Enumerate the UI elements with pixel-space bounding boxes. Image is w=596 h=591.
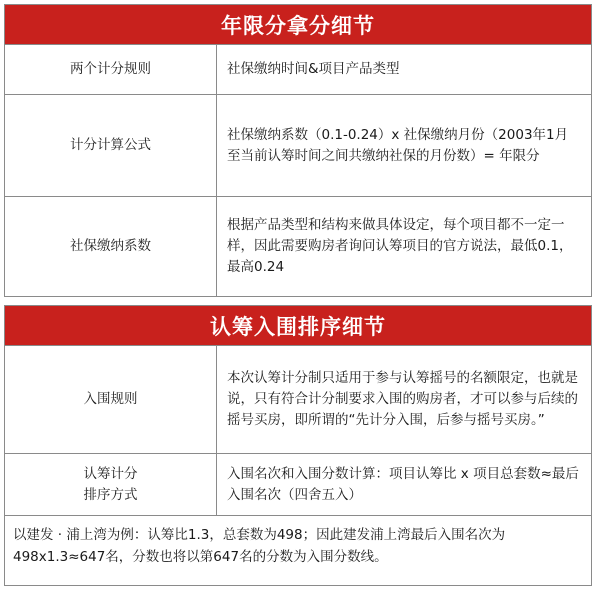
example-note: 以建发 · 浦上湾为例：认筹比1.3，总套数为498；因此建发浦上湾最后入围名次为498x1.3≈647名，分数也将以第647名的分数为入围分数线。 xyxy=(13,527,506,565)
row-label: 社保缴纳系数 xyxy=(5,197,217,296)
row-value: 社保缴纳时间&项目产品类型 xyxy=(227,61,400,77)
row-value: 本次认筹计分制只适用于参与认筹摇号的名额限定，也就是说，只有符合计分制要求入围的购房者，才可以参与后续的摇号买房，即所谓的“先计分入围，后参与摇号买房。” xyxy=(227,370,578,428)
table-row xyxy=(5,454,591,516)
table-row xyxy=(5,45,591,95)
row-label: 认筹计分 排序方式 xyxy=(5,454,217,515)
row-label: 入围规则 xyxy=(5,346,217,453)
ranking-title: 认筹入围排序细节 xyxy=(5,306,591,346)
table-row xyxy=(5,197,591,296)
row-value: 根据产品类型和结构来做具体设定，每个项目都不一定一样，因此需要购房者询问认筹项目的官方说法，最低0.1，最高0.24 xyxy=(227,217,573,275)
table-row xyxy=(5,346,591,454)
annual-points-section xyxy=(4,4,592,297)
row-value: 社保缴纳系数（0.1-0.24）x 社保缴纳月份（2003年1月至当前认筹时间之间共缴纳社保的月份数）= 年限分 xyxy=(227,126,569,164)
ranking-section xyxy=(4,305,592,586)
annual-points-title: 年限分拿分细节 xyxy=(5,5,591,45)
row-label: 计分计算公式 xyxy=(5,95,217,196)
table-row xyxy=(5,95,591,197)
row-label: 两个计分规则 xyxy=(5,45,217,94)
row-value: 入围名次和入围分数计算：项目认筹比 x 项目总套数≈最后入围名次（四舍五入） xyxy=(227,465,579,503)
